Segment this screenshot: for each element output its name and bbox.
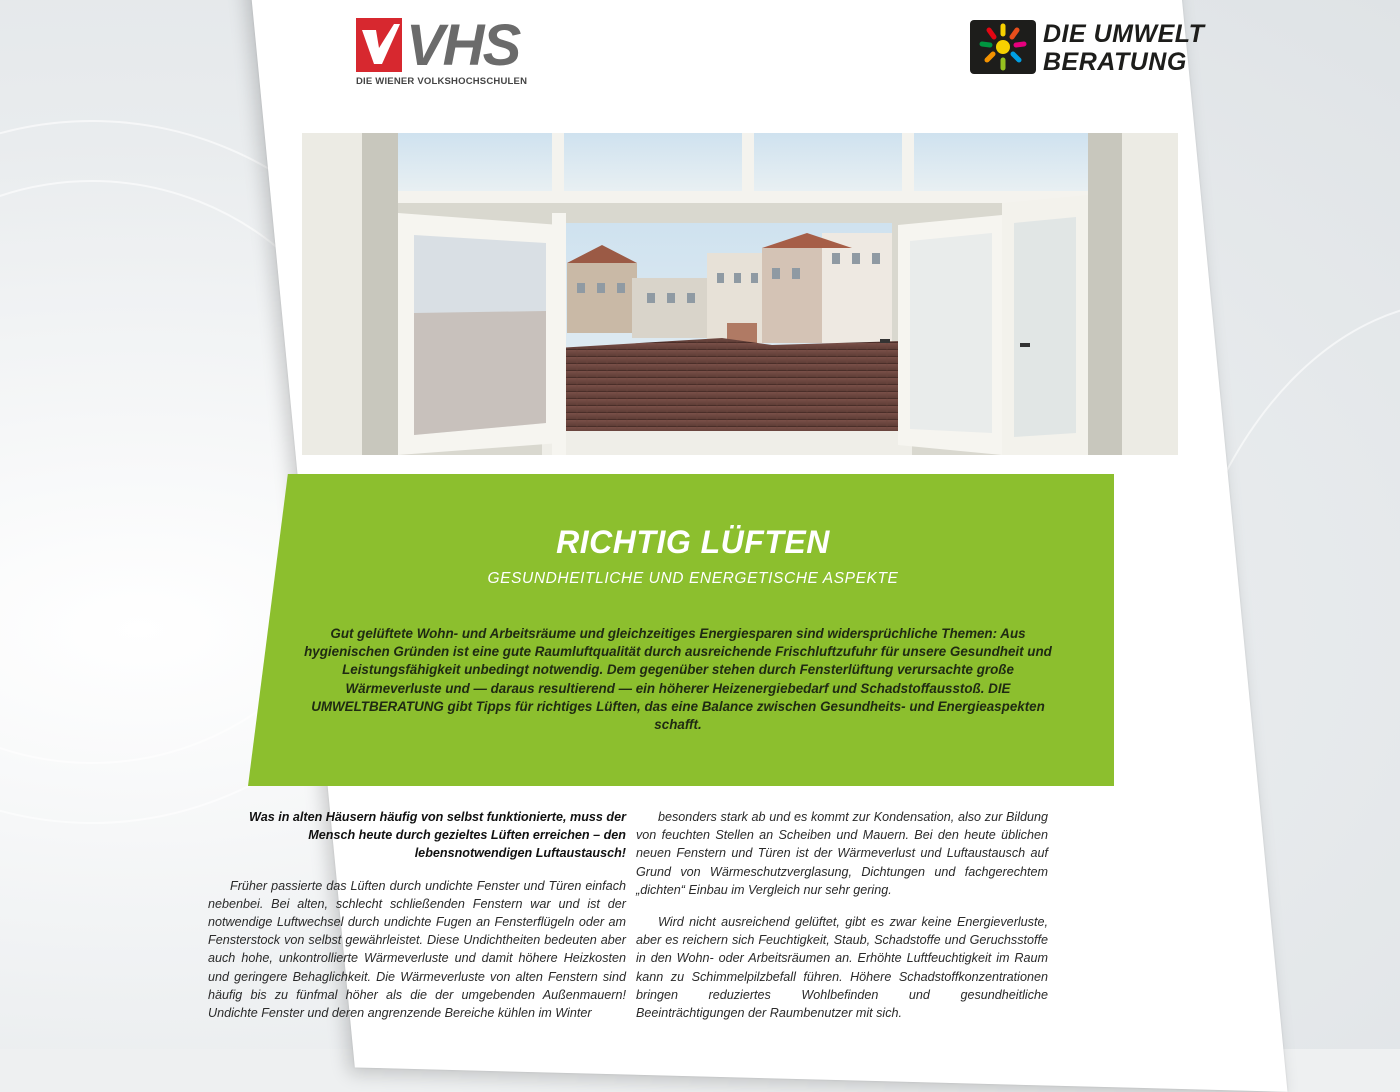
vhs-wordmark: VHS [406,13,520,78]
umweltberatung-line-1: DIE UMWELT [1043,20,1205,48]
umweltberatung-logo [970,20,1210,80]
vhs-tagline: DIE WIENER VOLKSHOCHSCHULEN [356,76,528,87]
umweltberatung-wordmark [1043,20,1204,76]
vhs-logo-mark [356,18,402,72]
intro-text: Gut gelüftete Wohn- und Arbeitsräume und gleichzeitiges Energiesparen sind widersprüchliche Themen: Aus hygienischen Gründen ist eine gute Raumluftqualität durch ausreichende Frischluftzufuhr für unsere Gesundheit und Leistungsfähigkeit unbedingt notwendig. Dem gegenüber stehen durch Fensterlüftung verursachte große Wärmeverluste und — daraus resultierend — ein höherer Heizenergiebedarf und Schadstoffausstoß. DIE UMWELTBERATUNG gibt Tipps für richtiges Lüften, das eine Balance zwischen Gesundheits- und Energieaspekten schafft. [304,626,1052,733]
right-column [636,808,1048,1036]
left-column [208,808,626,1036]
sun-icon [970,20,1036,74]
vhs-check-icon [356,18,402,72]
vhs-logo [356,13,541,88]
body-paragraph: Früher passierte das Lüften durch undichte Fenster und Türen einfach nebenbei. Bei alten, schlecht schließenden Fenstern war und ist der notwendige Luftwechsel durch undichte Fugen an Fensterflügeln oder am Fensterstock von selbst gewährleistet. Diese Undichtheiten bedeuten aber auch hohe, unkontrollierte Wärmeverluste und damit höhere Heizkosten und geringere Behaglichkeit. Die Wärmeverluste von alten Fenstern sind häufig bis zu fünfmal höher als die der umgebenden Außenmauern! Undichte Fenster und deren angrenzende Bereiche kühlen im Winter [208,878,626,1021]
page-subtitle: GESUNDHEITLICHE UND ENERGETISCHE ASPEKTE [487,570,899,587]
body-paragraph: besonders stark ab und es kommt zur Kondensation, also zur Bildung von feuchten Stellen an Scheiben und Mauern. Bei den heute üblichen neuen Fenstern und Türen ist der Wärmeverlust und Luftaustausch auf Grund von Wärmeschutzverglasung, Dichtungen und fachgerechtem „dichten“ Einbau im Vergleich nur sehr gering. [636,810,1048,897]
open-window-image [302,133,1178,455]
umweltberatung-line-2: BERATUNG [1043,48,1187,76]
body-paragraph: Wird nicht ausreichend gelüftet, gibt es zwar keine Energieverluste, aber es reichern sich Feuchtigkeit, Staub, Schadstoffe und Geruchsstoffe in den Wohn- oder Arbeitsräumen an. Erhöhte Luftfeuchtigkeit im Raum kann zu Schimmelpilzbefall führen. Höhere Schadstoffkonzentrationen bringen reduziertes Wohlbefinden und gesundheitliche Beeinträchtigungen der Raumbenutzer mit sich. [636,915,1048,1021]
window-photo [302,133,1178,455]
lead-paragraph: Was in alten Häusern häufig von selbst funktionierte, muss der Mensch heute durch gezieltes Lüften erreichen – den lebensnotwendigen Luftaustausch! [249,810,626,861]
page-title: RICHTIG LÜFTEN [556,524,830,560]
